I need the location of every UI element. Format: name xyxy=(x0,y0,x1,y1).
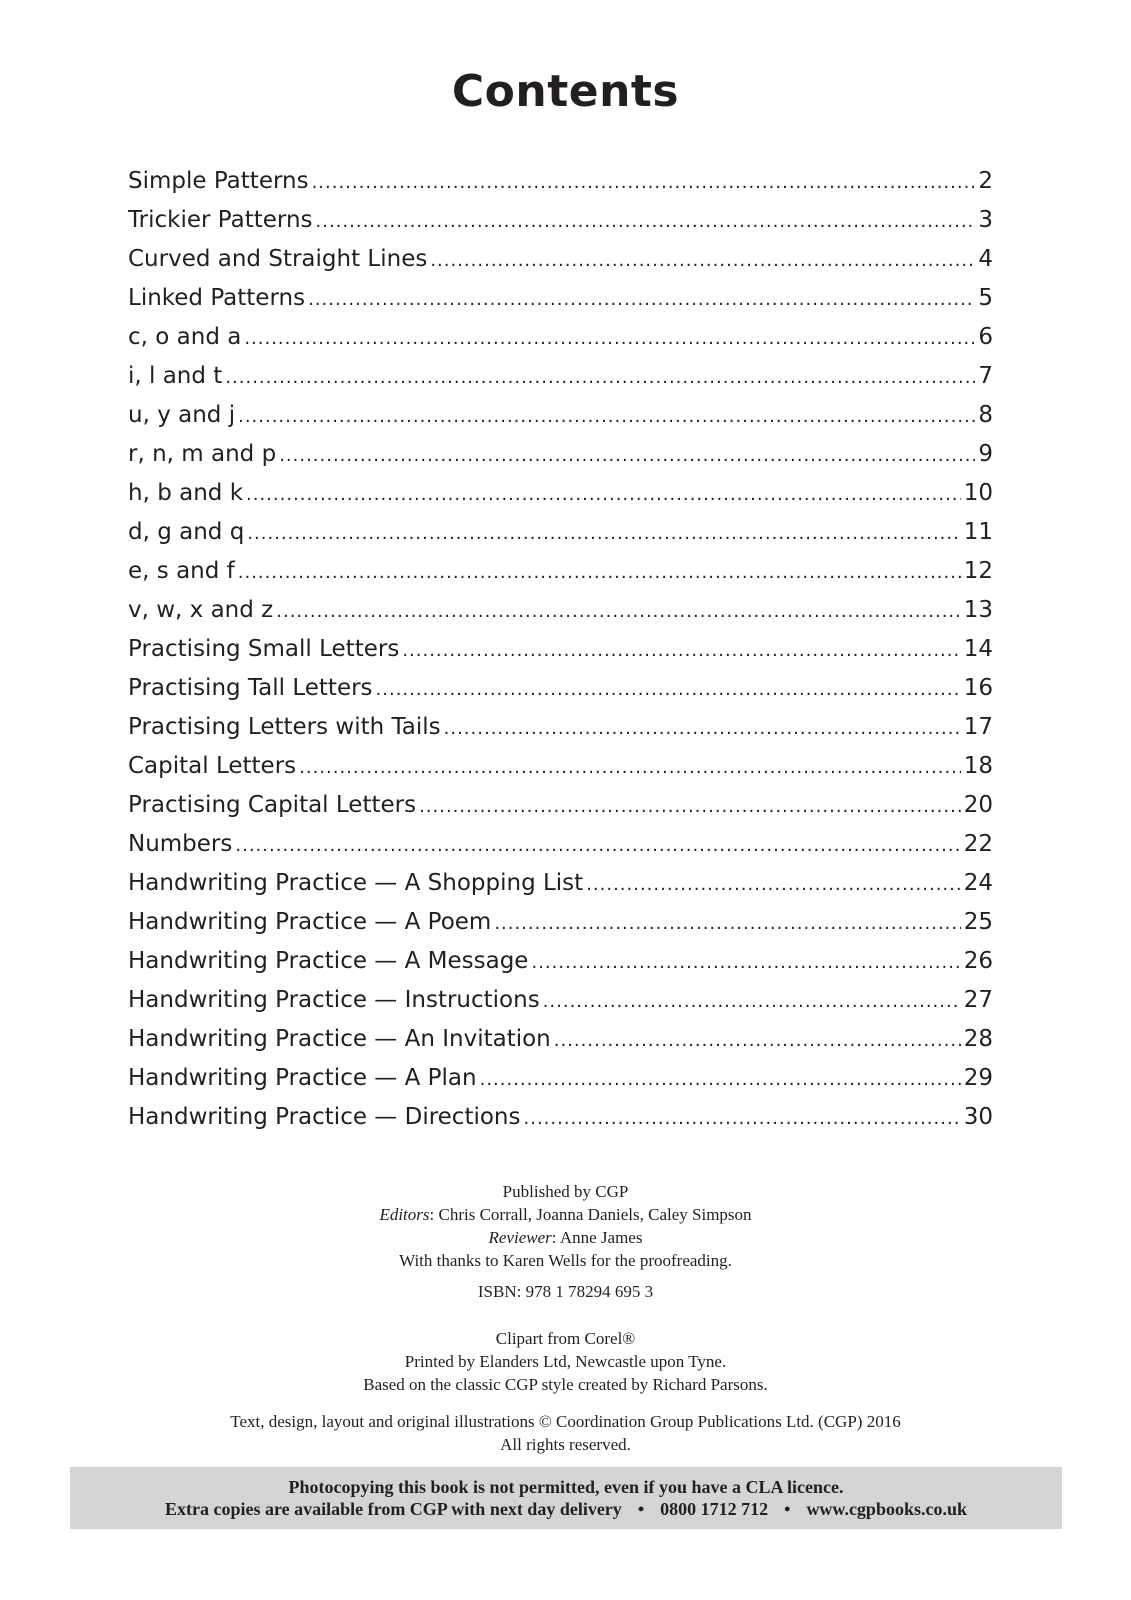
toc-entry xyxy=(128,786,993,825)
toc-entry-title: h, b and k xyxy=(128,480,244,506)
toc-entry-title: Simple Patterns xyxy=(128,168,309,194)
toc-page-number: 16 xyxy=(963,675,993,701)
toc-entry xyxy=(128,513,993,552)
toc-dot-leader xyxy=(586,865,961,904)
toc-entry xyxy=(128,435,993,474)
toc-entry-title: Handwriting Practice — Instructions xyxy=(128,987,540,1013)
reviewer-line xyxy=(0,1226,1131,1249)
toc-page-number: 30 xyxy=(963,1104,993,1130)
toc-entry-title: Curved and Straight Lines xyxy=(128,246,428,272)
publisher-line: Published by CGP xyxy=(502,1182,629,1201)
toc-entry-title: Handwriting Practice — An Invitation xyxy=(128,1026,551,1052)
toc-dot-leader xyxy=(276,592,960,631)
toc-entry-title: d, g and q xyxy=(128,519,245,545)
toc-dot-leader xyxy=(312,163,976,202)
toc-entry-title: Handwriting Practice — A Plan xyxy=(128,1065,477,1091)
toc-dot-leader xyxy=(543,982,961,1021)
toc-dot-leader xyxy=(246,475,961,514)
toc-dot-leader xyxy=(238,397,975,436)
table-of-contents xyxy=(128,162,993,1137)
notice-line-1: Photocopying this book is not permitted, even if you have a CLA licence. xyxy=(288,1477,844,1497)
thanks-line: With thanks to Karen Wells for the proofreading. xyxy=(399,1251,732,1270)
editors-names: : Chris Corrall, Joanna Daniels, Caley Simpson xyxy=(429,1205,752,1224)
toc-entry xyxy=(128,1098,993,1137)
toc-page-number: 22 xyxy=(963,831,993,857)
delivery-text: Extra copies are available from CGP with next day delivery xyxy=(165,1499,622,1519)
rights-line: All rights reserved. xyxy=(500,1435,631,1454)
isbn-line: ISBN: 978 1 78294 695 3 xyxy=(477,1282,654,1301)
toc-entry xyxy=(128,357,993,396)
toc-entry xyxy=(128,279,993,318)
toc-entry xyxy=(128,201,993,240)
toc-entry-title: Practising Capital Letters xyxy=(128,792,417,818)
toc-page-number: 27 xyxy=(963,987,993,1013)
based-on-line: Based on the classic CGP style created by Richard Parsons. xyxy=(363,1375,768,1394)
toc-entry-title: r, n, m and p xyxy=(128,441,277,467)
toc-entry-title: e, s and f xyxy=(128,558,235,584)
toc-page-number: 18 xyxy=(963,753,993,779)
toc-entry-title: u, y and j xyxy=(128,402,236,428)
toc-entry xyxy=(128,318,993,357)
printed-line: Printed by Elanders Ltd, Newcastle upon Tyne. xyxy=(404,1352,727,1371)
toc-entry xyxy=(128,669,993,708)
toc-page-number: 28 xyxy=(963,1026,993,1052)
toc-page-number: 11 xyxy=(963,519,993,545)
toc-dot-leader xyxy=(225,358,975,397)
reviewer-label: Reviewer xyxy=(488,1228,552,1247)
toc-entry xyxy=(128,630,993,669)
toc-entry xyxy=(128,474,993,513)
toc-page-number: 9 xyxy=(978,441,993,467)
editors-line xyxy=(0,1203,1131,1226)
toc-entry xyxy=(128,1059,993,1098)
phone-number: 0800 1712 712 xyxy=(660,1499,769,1519)
toc-dot-leader xyxy=(430,241,975,280)
toc-dot-leader xyxy=(247,514,960,553)
toc-entry-title: Trickier Patterns xyxy=(128,207,313,233)
toc-page-number: 17 xyxy=(963,714,993,740)
reviewer-name: : Anne James xyxy=(551,1228,643,1247)
clipart-line: Clipart from Corel® xyxy=(495,1329,636,1348)
toc-page-number: 2 xyxy=(978,168,993,194)
toc-dot-leader xyxy=(279,436,975,475)
toc-page-number: 20 xyxy=(963,792,993,818)
photocopy-notice xyxy=(70,1467,1062,1529)
toc-dot-leader xyxy=(299,748,961,787)
toc-dot-leader xyxy=(444,709,961,748)
toc-dot-leader xyxy=(524,1099,961,1138)
toc-entry-title: Practising Letters with Tails xyxy=(128,714,441,740)
toc-page-number: 29 xyxy=(963,1065,993,1091)
toc-entry-title: i, l and t xyxy=(128,363,223,389)
toc-dot-leader xyxy=(402,631,960,670)
bullet-separator: • xyxy=(784,1499,791,1519)
toc-dot-leader xyxy=(480,1060,961,1099)
toc-entry xyxy=(128,981,993,1020)
toc-dot-leader xyxy=(419,787,961,826)
toc-dot-leader xyxy=(244,319,975,358)
toc-entry xyxy=(128,1020,993,1059)
website-link[interactable]: www.cgpbooks.co.uk xyxy=(806,1499,967,1519)
toc-page-number: 4 xyxy=(978,246,993,272)
bullet-separator: • xyxy=(637,1499,645,1519)
toc-dot-leader xyxy=(531,943,960,982)
toc-dot-leader xyxy=(235,826,960,865)
toc-entry-title: Capital Letters xyxy=(128,753,297,779)
toc-page-number: 7 xyxy=(978,363,993,389)
toc-dot-leader xyxy=(494,904,960,943)
toc-page-number: 14 xyxy=(963,636,993,662)
toc-entry-title: Practising Small Letters xyxy=(128,636,400,662)
toc-page-number: 13 xyxy=(963,597,993,623)
toc-page-number: 24 xyxy=(963,870,993,896)
toc-page-number: 8 xyxy=(978,402,993,428)
toc-entry-title: Numbers xyxy=(128,831,233,857)
toc-entry xyxy=(128,864,993,903)
editors-label: Editors xyxy=(379,1205,430,1224)
toc-entry-title: Handwriting Practice — A Poem xyxy=(128,909,492,935)
copyright-line: Text, design, layout and original illustrations © Coordination Group Publications Ltd. (CGP) 2016 xyxy=(230,1412,901,1431)
toc-entry-title: c, o and a xyxy=(128,324,242,350)
toc-page-number: 25 xyxy=(963,909,993,935)
toc-entry xyxy=(128,162,993,201)
toc-page-number: 5 xyxy=(978,285,993,311)
toc-dot-leader xyxy=(554,1021,961,1060)
toc-entry-title: Handwriting Practice — A Shopping List xyxy=(128,870,584,896)
toc-entry xyxy=(128,942,993,981)
toc-entry xyxy=(128,903,993,942)
toc-entry-title: Practising Tall Letters xyxy=(128,675,373,701)
toc-page-number: 26 xyxy=(963,948,993,974)
toc-entry-title: Handwriting Practice — Directions xyxy=(128,1104,521,1130)
toc-entry-title: Linked Patterns xyxy=(128,285,306,311)
page-title: Contents xyxy=(451,66,680,117)
toc-dot-leader xyxy=(316,202,976,241)
toc-entry xyxy=(128,552,993,591)
toc-entry xyxy=(128,240,993,279)
toc-dot-leader xyxy=(238,553,961,592)
toc-dot-leader xyxy=(376,670,961,709)
toc-entry xyxy=(128,591,993,630)
toc-entry xyxy=(128,396,993,435)
toc-page-number: 6 xyxy=(978,324,993,350)
notice-line-2 xyxy=(70,1498,1062,1520)
toc-entry xyxy=(128,708,993,747)
credits xyxy=(0,1180,1131,1456)
toc-entry xyxy=(128,747,993,786)
toc-entry-title: v, w, x and z xyxy=(128,597,274,623)
toc-page-number: 12 xyxy=(963,558,993,584)
toc-entry-title: Handwriting Practice — A Message xyxy=(128,948,529,974)
toc-page-number: 10 xyxy=(963,480,993,506)
toc-page-number: 3 xyxy=(978,207,993,233)
toc-entry xyxy=(128,825,993,864)
toc-dot-leader xyxy=(308,280,975,319)
